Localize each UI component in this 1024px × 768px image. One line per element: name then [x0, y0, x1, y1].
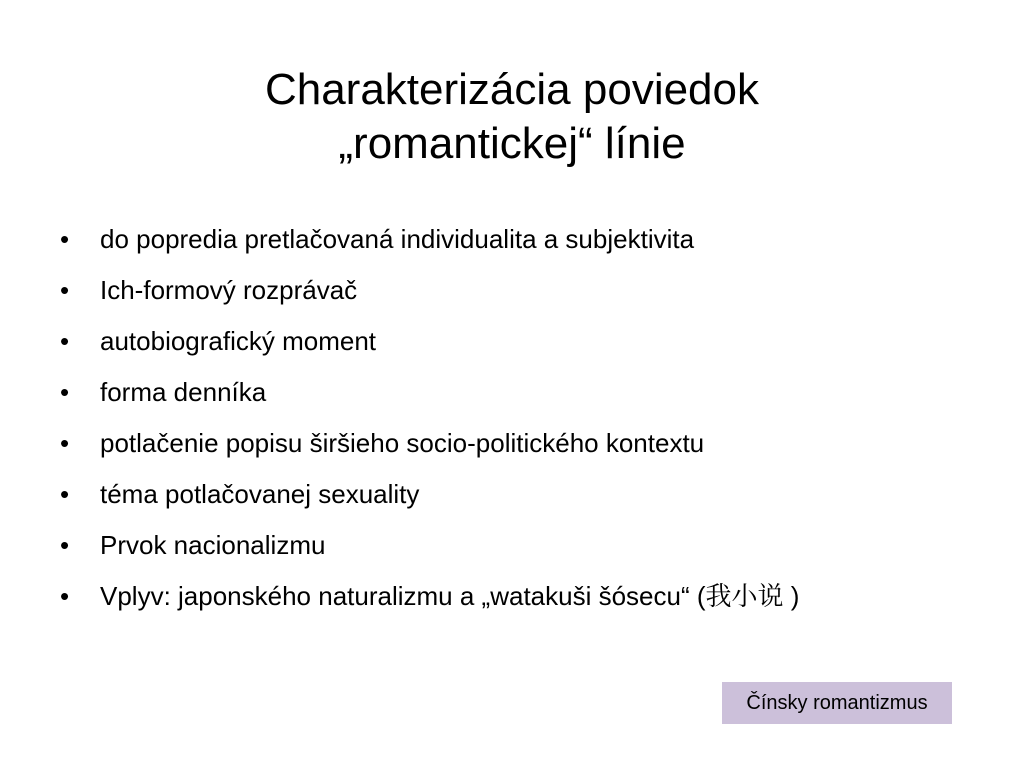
bullet-icon: •	[60, 581, 70, 611]
bullet-list	[58, 222, 968, 630]
cinsky-romantizmus-button[interactable]	[722, 682, 952, 724]
bullet-text: do popredia pretlačovaná individualita a subjektivita	[100, 224, 695, 254]
bullet-text: forma denníka	[100, 377, 267, 407]
bullet-item	[58, 579, 968, 613]
bullet-icon: •	[60, 224, 70, 254]
bullet-text: Prvok nacionalizmu	[100, 530, 326, 560]
bullet-item	[58, 477, 968, 511]
bullet-text: Ich-formový rozprávač	[100, 275, 358, 305]
slide-title	[60, 63, 964, 171]
bullet-icon: •	[60, 428, 70, 458]
bullet-icon: •	[60, 275, 70, 305]
bullet-item	[58, 222, 968, 256]
bullet-icon: •	[60, 377, 70, 407]
title-line-2: „romantickej“ línie	[338, 119, 686, 169]
bullet-text: téma potlačovanej sexuality	[100, 479, 420, 509]
bullet-item	[58, 528, 968, 562]
title-line-1: Charakterizácia poviedok	[264, 65, 760, 115]
bullet-item	[58, 375, 968, 409]
bullet-text: potlačenie popisu širšieho socio-politického kontextu	[100, 428, 705, 458]
bullet-item	[58, 324, 968, 358]
bullet-item	[58, 273, 968, 307]
bullet-icon: •	[60, 530, 70, 560]
bullet-text: Vplyv: japonského naturalizmu a „watakuši šósecu“ (我小说 )	[100, 581, 800, 611]
tag-label: Čínsky romantizmus	[746, 691, 928, 714]
bullet-icon: •	[60, 326, 70, 356]
bullet-item	[58, 426, 968, 460]
bullet-icon: •	[60, 479, 70, 509]
bullet-text: autobiografický moment	[100, 326, 377, 356]
